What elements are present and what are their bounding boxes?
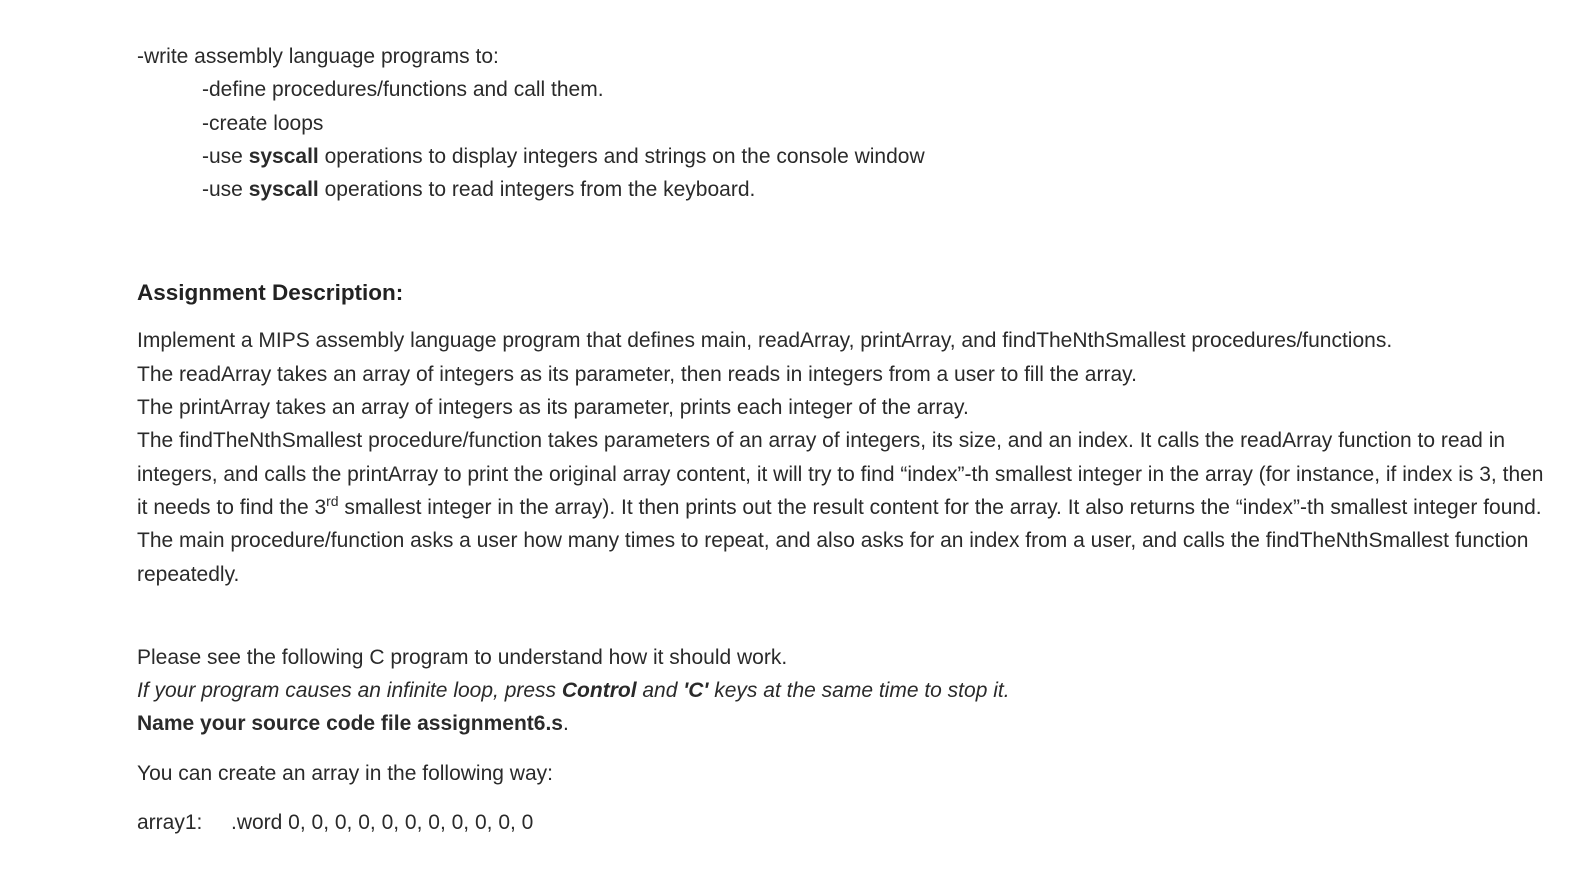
objective-item: -create loops — [202, 111, 324, 135]
document-page — [137, 40, 1562, 839]
assignment-heading: Assignment Description: — [137, 280, 404, 306]
create-array-note: You can create an array in the following way: — [137, 761, 553, 785]
array-word-directive: .word 0, 0, 0, 0, 0, 0, 0, 0, 0, 0, 0 — [231, 811, 534, 835]
objectives-list — [137, 40, 1562, 206]
assignment-description — [137, 324, 1562, 590]
control-key: Control — [561, 679, 637, 703]
array-declaration — [137, 806, 1562, 839]
ordinal-superscript: rd — [326, 492, 339, 509]
filename-instruction: Name your source code file assignment6.s — [137, 712, 563, 736]
description-line: The readArray takes an array of integers as its parameter, then reads in integers from a user to fill the array. — [137, 362, 1137, 386]
description-line: The printArray takes an array of integers as its parameter, prints each integer of the array. — [137, 396, 969, 420]
filename-note: Name your source code file assignment6.s. — [137, 712, 569, 736]
description-paragraph: The findTheNthSmallest procedure/function takes parameters of an array of integers, its size, and an index. It calls the readArray function to read in integers, and calls the printArray to print the original array content, it will try to find “index”-th smallest integer in the array (for instance, if index is 3, then it needs to find the 3rd smallest integer in the array). It then prints out the result content for the array. It also returns the “index”-th smallest integer found. The main procedure/function asks a user how many times to repeat, and also asks for an index from a user, and calls the findTheNthSmallest function repeatedly. — [137, 429, 1544, 586]
objectives-intro: -write assembly language programs to: — [137, 45, 499, 68]
notes-section — [137, 641, 1562, 839]
description-line: Implement a MIPS assembly language program that defines main, readArray, printArray, and findTheNthSmallest procedures/functions. — [137, 329, 1393, 353]
see-c-program-note: Please see the following C program to understand how it should work. — [137, 645, 788, 669]
syscall-keyword: syscall — [248, 144, 319, 168]
objective-item: -use syscall operations to read integers from the keyboard. — [202, 178, 756, 202]
objective-item: -define procedures/functions and call them. — [202, 78, 604, 102]
array-label: array1: — [137, 811, 203, 835]
syscall-keyword: syscall — [248, 178, 319, 202]
infinite-loop-note: If your program causes an infinite loop, press Control and 'C' keys at the same time to stop it. — [137, 679, 1010, 703]
c-key: 'C' — [683, 679, 709, 703]
objective-item: -use syscall operations to display integers and strings on the console window — [202, 144, 925, 168]
